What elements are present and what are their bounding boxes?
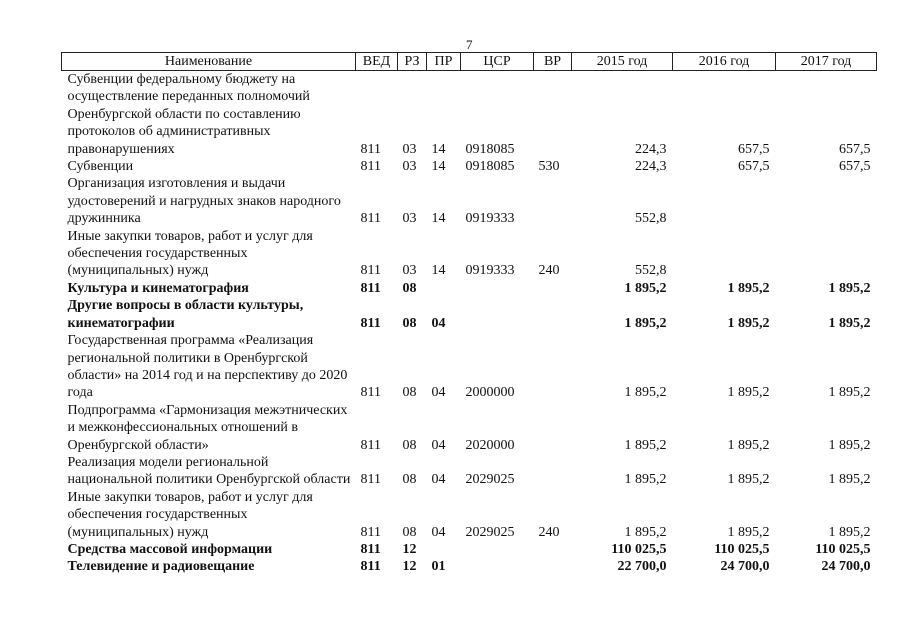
cell-pr: 04 xyxy=(431,524,446,540)
cell-rz: 08 xyxy=(402,524,417,540)
cell-csr: 0919333 xyxy=(465,263,515,279)
table-row xyxy=(62,228,877,280)
cell-pr: 14 xyxy=(431,211,446,227)
cell-rz: 03 xyxy=(402,263,417,279)
table-row xyxy=(62,158,877,175)
cell-name: Средства массовой информации xyxy=(67,541,273,557)
header-vr: ВР xyxy=(534,53,572,71)
cell-2017: 657,5 xyxy=(839,159,871,175)
cell-2015: 1 895,2 xyxy=(624,315,667,331)
cell-2015: 552,8 xyxy=(635,263,667,279)
cell-ved: 811 xyxy=(360,472,381,488)
cell-2017: 1 895,2 xyxy=(828,437,871,453)
cell-rz: 08 xyxy=(402,437,417,453)
table-row xyxy=(62,71,877,159)
cell-2016: 1 895,2 xyxy=(727,524,770,540)
cell-2017: 1 895,2 xyxy=(828,385,871,401)
cell-2016: 657,5 xyxy=(738,159,770,175)
cell-2015: 1 895,2 xyxy=(624,524,667,540)
cell-pr: 14 xyxy=(431,263,446,279)
cell-2016: 110 025,5 xyxy=(714,541,770,557)
cell-rz: 03 xyxy=(402,211,417,227)
cell-ved: 811 xyxy=(360,211,381,227)
cell-csr: 0919333 xyxy=(465,211,515,227)
cell-2016: 1 895,2 xyxy=(727,385,770,401)
table-row xyxy=(62,489,877,541)
cell-pr: 01 xyxy=(431,559,446,575)
cell-pr: 04 xyxy=(431,437,446,453)
cell-2017: 1 895,2 xyxy=(828,524,871,540)
cell-pr: 04 xyxy=(431,472,446,488)
cell-2015: 22 700,0 xyxy=(617,559,667,575)
cell-2016 xyxy=(673,175,776,227)
cell-2017 xyxy=(776,175,877,227)
cell-csr xyxy=(461,541,534,558)
cell-2017 xyxy=(776,228,877,280)
cell-rz: 12 xyxy=(402,541,417,557)
cell-csr xyxy=(461,297,534,332)
cell-ved: 811 xyxy=(360,280,381,296)
table-row xyxy=(62,454,877,489)
cell-ved: 811 xyxy=(360,315,381,331)
header-rz: РЗ xyxy=(398,53,427,71)
table-row xyxy=(62,332,877,402)
header-pr: ПР xyxy=(427,53,461,71)
cell-name: Государственная программа «Реализация региональной политики в Оренбургской области» на 2014 год и на перспективу до 2020 года xyxy=(67,333,348,401)
cell-name: Телевидение и радиовещание xyxy=(67,559,255,575)
cell-rz: 08 xyxy=(402,472,417,488)
cell-2017: 1 895,2 xyxy=(828,315,871,331)
cell-csr: 2029025 xyxy=(465,472,515,488)
cell-vr xyxy=(534,175,572,227)
cell-csr: 2000000 xyxy=(465,385,515,401)
header-csr: ЦСР xyxy=(461,53,534,71)
cell-name: Субвенции федеральному бюджету на осуществление переданных полномочий Оренбургской области по составлению протоколов об административных правонарушениях xyxy=(67,72,310,157)
cell-2015: 1 895,2 xyxy=(624,437,667,453)
cell-rz: 12 xyxy=(402,559,417,575)
cell-2016: 657,5 xyxy=(738,141,770,157)
cell-vr xyxy=(534,71,572,159)
cell-2017: 1 895,2 xyxy=(828,472,871,488)
cell-csr: 2020000 xyxy=(465,437,515,453)
cell-ved: 811 xyxy=(360,385,381,401)
cell-2016: 1 895,2 xyxy=(727,280,770,296)
cell-csr xyxy=(461,558,534,575)
cell-csr: 0918085 xyxy=(465,141,515,157)
cell-csr: 0918085 xyxy=(465,159,515,175)
cell-vr: 240 xyxy=(538,263,560,279)
table-row xyxy=(62,541,877,558)
cell-2016: 1 895,2 xyxy=(727,472,770,488)
cell-name: Подпрограмма «Гармонизация межэтнических и межконфессиональных отношений в Оренбургской области» xyxy=(67,402,348,453)
page-number: 7 xyxy=(466,37,473,52)
budget-table xyxy=(61,52,877,576)
cell-ved: 811 xyxy=(360,159,381,175)
cell-csr xyxy=(461,280,534,297)
cell-pr: 04 xyxy=(431,385,446,401)
cell-2017: 110 025,5 xyxy=(815,541,871,557)
cell-name: Организация изготовления и выдачи удостоверений и нагрудных знаков народного дружинника xyxy=(67,176,341,227)
cell-ved: 811 xyxy=(360,141,381,157)
cell-vr xyxy=(534,402,572,454)
cell-2015: 1 895,2 xyxy=(624,385,667,401)
header-2016: 2016 год xyxy=(673,53,776,71)
table-body xyxy=(62,71,877,576)
cell-name: Иные закупки товаров, работ и услуг для обеспечения государственных (муниципальных) нужд xyxy=(67,489,313,540)
cell-pr xyxy=(427,541,461,558)
cell-name: Субвенции xyxy=(67,159,134,175)
cell-ved: 811 xyxy=(360,437,381,453)
cell-2017: 24 700,0 xyxy=(821,559,871,575)
cell-name: Иные закупки товаров, работ и услуг для обеспечения государственных (муниципальных) нужд xyxy=(67,228,313,279)
cell-2016: 1 895,2 xyxy=(727,315,770,331)
cell-2016: 1 895,2 xyxy=(727,437,770,453)
cell-ved: 811 xyxy=(360,263,381,279)
cell-vr xyxy=(534,332,572,402)
cell-2015: 224,3 xyxy=(635,159,667,175)
cell-2016: 24 700,0 xyxy=(720,559,770,575)
header-ved: ВЕД xyxy=(356,53,398,71)
cell-ved: 811 xyxy=(360,524,381,540)
cell-2015: 1 895,2 xyxy=(624,472,667,488)
cell-2015: 552,8 xyxy=(635,211,667,227)
header-2017: 2017 год xyxy=(776,53,877,71)
cell-vr: 530 xyxy=(538,159,560,175)
cell-2015: 110 025,5 xyxy=(611,541,667,557)
cell-vr xyxy=(534,541,572,558)
cell-rz: 03 xyxy=(402,159,417,175)
cell-2017: 657,5 xyxy=(839,141,871,157)
cell-2015: 1 895,2 xyxy=(624,280,667,296)
table-row xyxy=(62,297,877,332)
cell-vr xyxy=(534,558,572,575)
table-header-row xyxy=(62,53,877,71)
cell-2016 xyxy=(673,228,776,280)
table-row xyxy=(62,280,877,297)
cell-rz: 08 xyxy=(402,280,417,296)
table-row xyxy=(62,558,877,575)
cell-pr xyxy=(427,280,461,297)
cell-vr xyxy=(534,297,572,332)
cell-ved: 811 xyxy=(360,541,381,557)
header-2015: 2015 год xyxy=(572,53,673,71)
cell-2017: 1 895,2 xyxy=(828,280,871,296)
cell-rz: 08 xyxy=(402,315,417,331)
cell-pr: 14 xyxy=(431,159,446,175)
cell-csr: 2029025 xyxy=(465,524,515,540)
cell-vr xyxy=(534,454,572,489)
header-name: Наименование xyxy=(62,53,356,71)
cell-rz: 03 xyxy=(402,141,417,157)
cell-name: Культура и кинематография xyxy=(67,280,249,296)
cell-vr: 240 xyxy=(538,524,560,540)
cell-name: Реализация модели региональной национальной политики Оренбургской области xyxy=(67,454,351,488)
cell-2015: 224,3 xyxy=(635,141,667,157)
table-row xyxy=(62,402,877,454)
cell-pr: 04 xyxy=(431,315,446,331)
cell-pr: 14 xyxy=(431,141,446,157)
cell-vr xyxy=(534,280,572,297)
table-row xyxy=(62,175,877,227)
cell-rz: 08 xyxy=(402,385,417,401)
cell-ved: 811 xyxy=(360,559,381,575)
cell-name: Другие вопросы в области культуры, кинематографии xyxy=(67,298,304,331)
